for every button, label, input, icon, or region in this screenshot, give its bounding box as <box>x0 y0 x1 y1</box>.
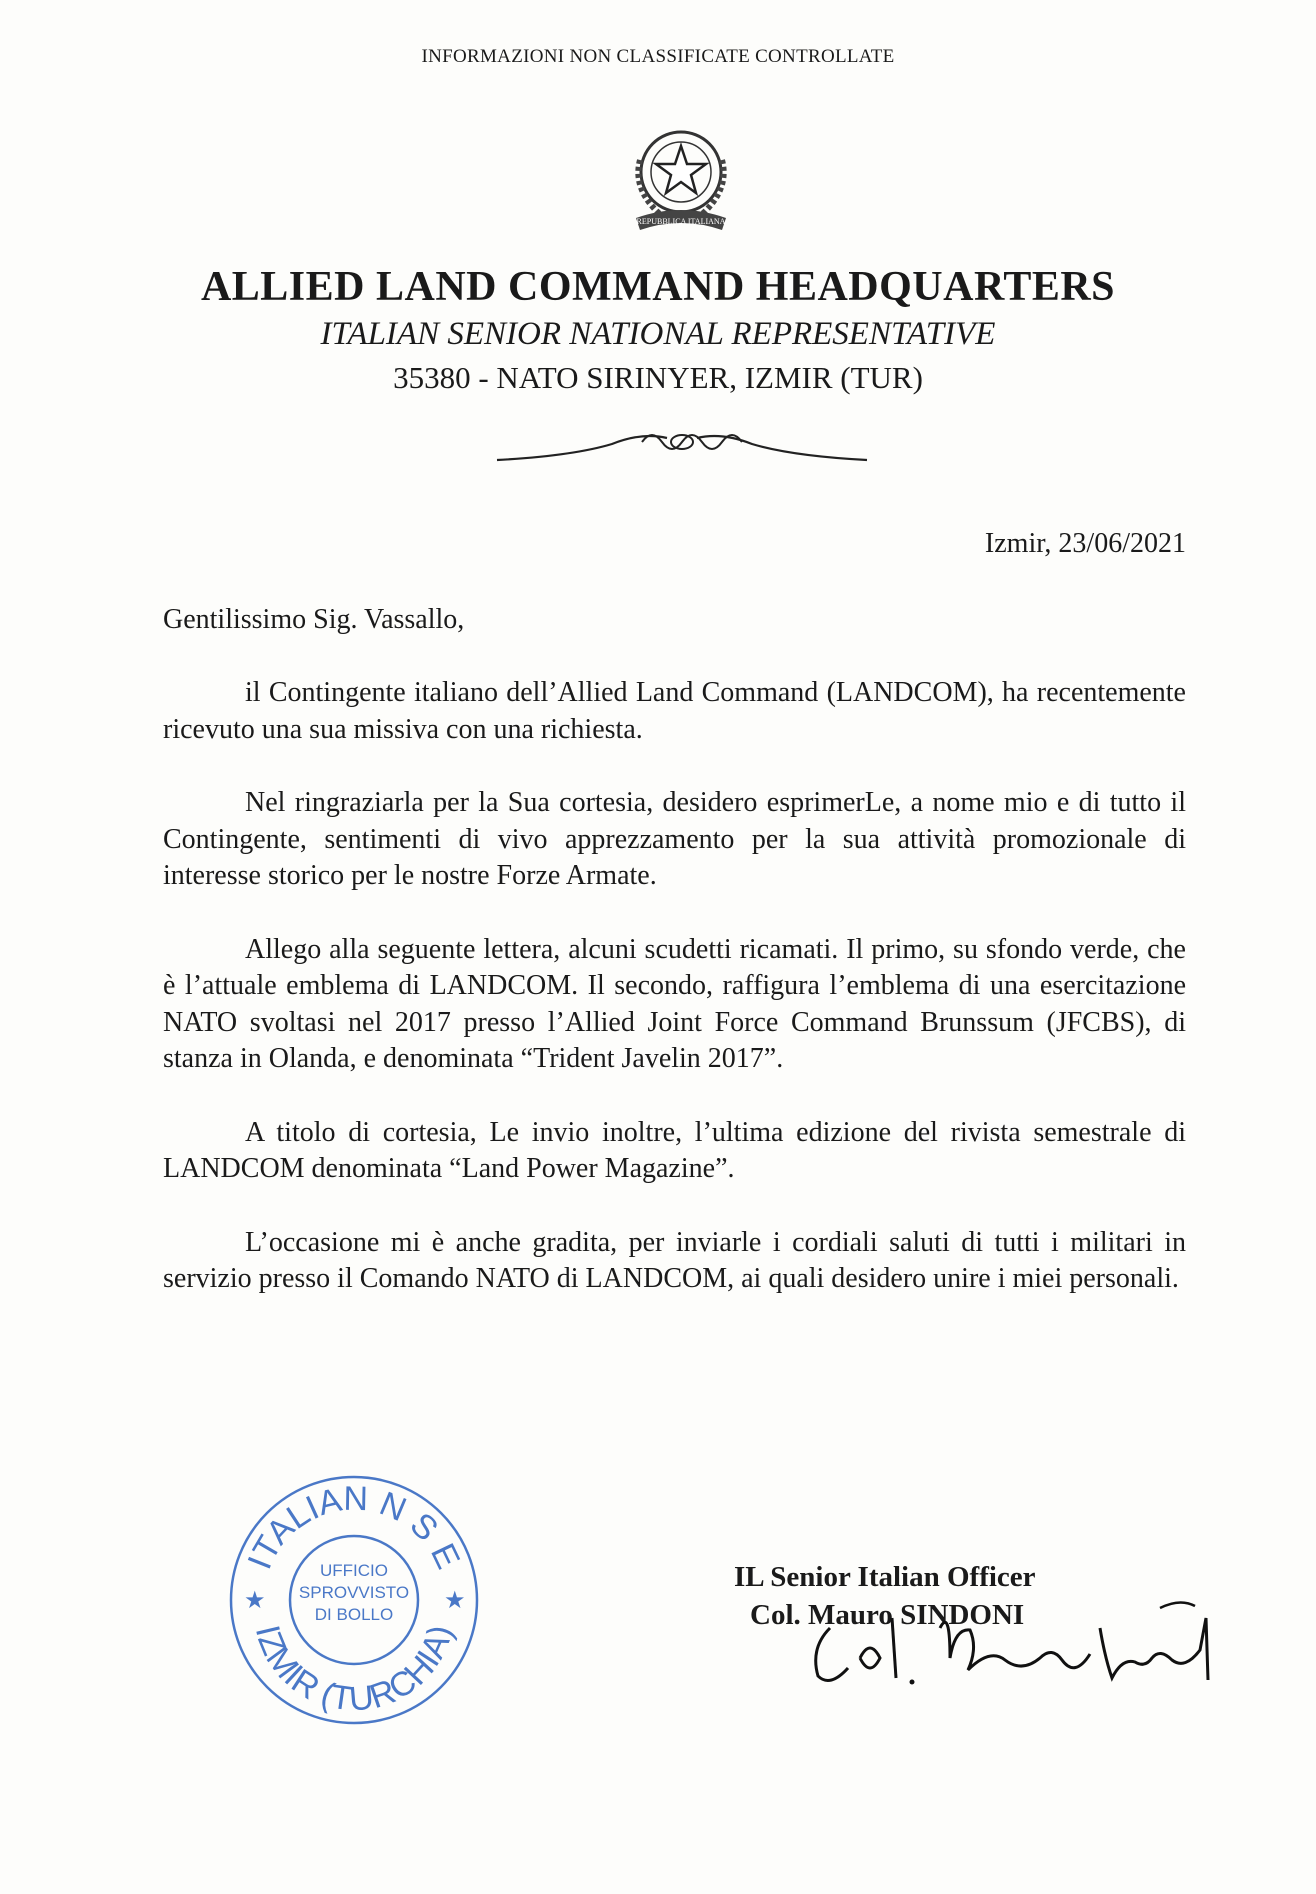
signatory-name: Col. Mauro SINDONI <box>750 1599 1025 1631</box>
emblem-ribbon-text: REPUBBLICA ITALIANA <box>636 217 726 226</box>
signatory-role: IL Senior Italian Officer <box>734 1561 1036 1593</box>
salutation: Gentilissimo Sig. Vassallo, <box>163 604 465 635</box>
stamp-center-line: SPROVVISTO <box>298 1583 410 1602</box>
letterhead <box>0 262 1316 400</box>
body-paragraph: A titolo di cortesia, Le invio inoltre, l’ultima edizione del rivista semestrale di LANDCOM denominata “Land Power Magazine”. <box>163 1116 1186 1184</box>
body-paragraph: il Contingente italiano dell’Allied Land Command (LANDCOM), ha recentemente ricevuto una sua missiva con una richiesta. <box>163 677 1186 745</box>
organization-address: 35380 - NATO SIRINYER, IZMIR (TUR) <box>393 360 923 395</box>
stamp-ring-top-text: ITALIAN N S E <box>240 1479 468 1575</box>
stamp-center-text <box>294 1560 414 1626</box>
organization-subtitle: ITALIAN SENIOR NATIONAL REPRESENTATIVE <box>320 316 996 352</box>
classification-marking: INFORMAZIONI NON CLASSIFICATE CONTROLLATE <box>421 46 895 67</box>
organization-title: ALLIED LAND COMMAND HEADQUARTERS <box>200 264 1116 310</box>
stamp-star-left-icon: ★ <box>244 1587 266 1614</box>
stamp-center-line: DI BOLLO <box>314 1605 394 1624</box>
italian-republic-emblem-icon <box>622 120 740 238</box>
handwritten-signature-icon <box>800 1588 1240 1698</box>
body-paragraph: L’occasione mi è anche gradita, per inviarle i cordiali saluti di tutti i militari in servizio presso il Comando NATO di LANDCOM, ai quali desidero unire i miei personali. <box>163 1226 1186 1294</box>
office-stamp <box>224 1470 484 1730</box>
letter-body <box>163 675 1186 1335</box>
body-paragraph: Nel ringraziarla per la Sua cortesia, desidero esprimerLe, a nome mio e di tutto il Contingente, sentimenti di vivo apprezzamento per la sua attività promozionale di interesse storico per le nostre Forze Armate. <box>163 787 1186 891</box>
letter-date: Izmir, 23/06/2021 <box>984 528 1186 559</box>
ornament-divider-icon <box>492 418 872 468</box>
stamp-center-line: UFFICIO <box>320 1561 388 1580</box>
stamp-star-right-icon: ★ <box>444 1587 466 1614</box>
body-paragraph: Allego alla seguente lettera, alcuni scudetti ricamati. Il primo, su sfondo verde, che è l’attuale emblema di LANDCOM. Il secondo, raffigura l’emblema di una esercitazione NATO svoltasi nel 2017 presso l’Allied Joint Force Command Brunssum (JFCBS), di stanza in Olanda, e denominata “Trident Javelin 2017”. <box>163 933 1186 1074</box>
stamp-ring-bottom-text: IZMIR (TURCHIA) <box>247 1621 461 1719</box>
